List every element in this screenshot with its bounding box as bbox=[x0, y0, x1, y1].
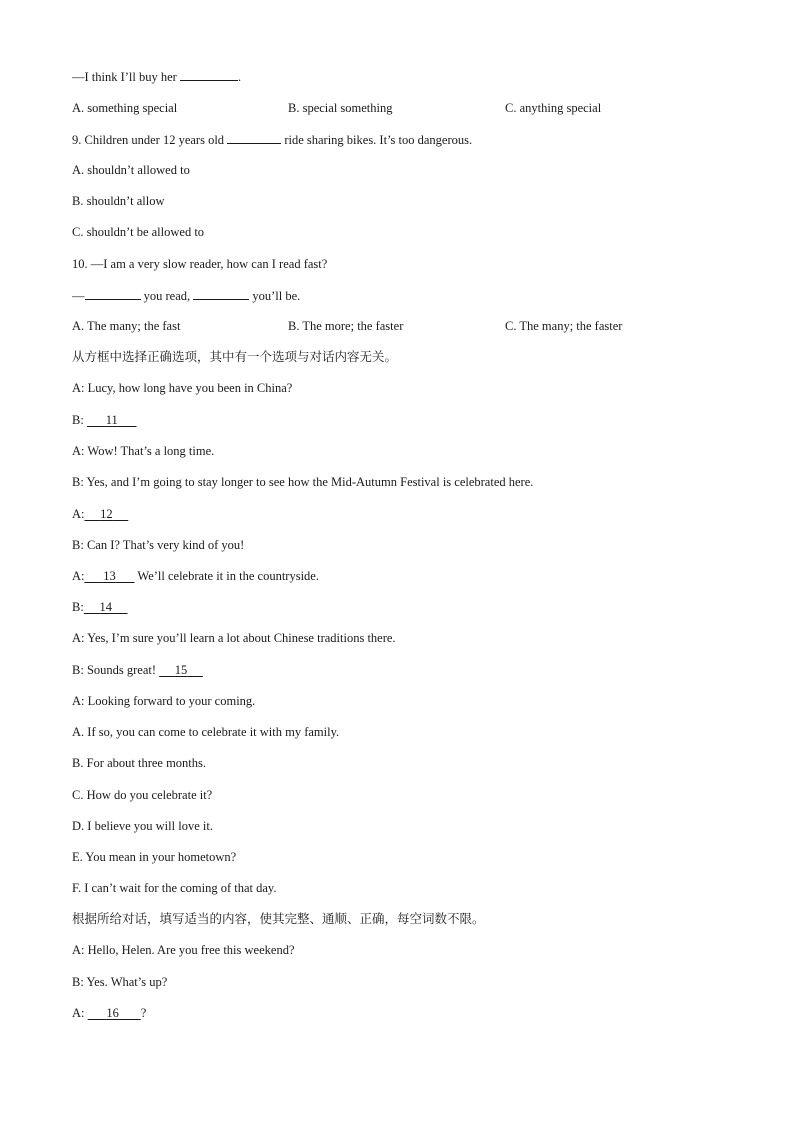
answer-blank-12[interactable] bbox=[85, 507, 129, 521]
blank-number: 15 bbox=[174, 663, 188, 677]
answer-blank-16[interactable] bbox=[88, 1006, 141, 1020]
choice-b[interactable]: B. For about three months. bbox=[72, 756, 207, 770]
q8-answer-line bbox=[72, 68, 241, 85]
fill-line bbox=[72, 1005, 146, 1021]
dialogue-line bbox=[72, 474, 533, 490]
answer-blank-14[interactable] bbox=[84, 600, 128, 614]
dialogue-line bbox=[72, 506, 128, 522]
dialogue-text: Can I? That’s very kind of you! bbox=[86, 538, 245, 552]
q10-stem: 10. —I am a very slow reader, how can I read fast? bbox=[72, 257, 328, 271]
choice-a[interactable]: A. If so, you can come to celebrate it with my family. bbox=[72, 725, 340, 739]
q8-blank[interactable] bbox=[180, 68, 238, 81]
fill-line bbox=[72, 974, 167, 990]
dialogue-line bbox=[72, 599, 128, 615]
speaker: B: bbox=[72, 538, 84, 552]
q9-option-b[interactable]: B. shouldn’t allow bbox=[72, 194, 165, 208]
speaker: A: bbox=[72, 444, 85, 458]
speaker: B: bbox=[72, 600, 84, 614]
q8-option-a[interactable]: A. something special bbox=[72, 101, 178, 115]
dialogue-text: Hello, Helen. Are you free this weekend? bbox=[87, 943, 295, 957]
q9-blank[interactable] bbox=[227, 131, 281, 144]
speaker: B: bbox=[72, 975, 84, 989]
dialogue-text: Sounds great! bbox=[86, 663, 157, 677]
q8-option-b[interactable]: B. special something bbox=[288, 101, 393, 115]
q10-answer-suffix: you’ll be. bbox=[252, 289, 301, 303]
q9-stem-suffix: ride sharing bikes. It’s too dangerous. bbox=[284, 133, 473, 147]
q9-stem-prefix: 9. Children under 12 years old bbox=[72, 133, 225, 147]
q9-option-a[interactable]: A. shouldn’t allowed to bbox=[72, 163, 190, 177]
q8-option-c[interactable]: C. anything special bbox=[505, 101, 602, 115]
q10-answer-mid: you read, bbox=[143, 289, 191, 303]
dialogue-line bbox=[72, 443, 214, 459]
speaker: A: bbox=[72, 1006, 85, 1020]
q10-dash: — bbox=[72, 289, 85, 303]
blank-number: 16 bbox=[106, 1006, 119, 1020]
answer-blank-13[interactable] bbox=[85, 569, 135, 583]
dialogue-text: Yes. What’s up? bbox=[86, 975, 168, 989]
dialogue-line bbox=[72, 693, 255, 709]
q9-option-c[interactable]: C. shouldn’t be allowed to bbox=[72, 225, 205, 239]
dialogue-text: Wow! That’s a long time. bbox=[87, 444, 215, 458]
dialogue-line bbox=[72, 630, 396, 646]
dialogue-text: Yes, and I’m going to stay longer to see how the Mid-Autumn Festival is celebrated here. bbox=[86, 475, 534, 489]
speaker: A: bbox=[72, 381, 85, 395]
dialogue-line bbox=[72, 412, 136, 428]
choice-c[interactable]: C. How do you celebrate it? bbox=[72, 788, 213, 802]
speaker: A: bbox=[72, 507, 85, 521]
fill-line bbox=[72, 942, 295, 958]
dialogue-text: Yes, I’m sure you’ll learn a lot about Chinese traditions there. bbox=[87, 631, 396, 645]
q9-stem bbox=[72, 131, 472, 148]
choice-f[interactable]: F. I can’t wait for the coming of that day. bbox=[72, 881, 277, 895]
question-mark: ? bbox=[140, 1006, 147, 1020]
speaker: B: bbox=[72, 663, 84, 677]
dialogue-instruction: 从方框中选择正确选项，其中有一个选项与对话内容无关。 bbox=[72, 349, 398, 364]
dialogue-text: Looking forward to your coming. bbox=[87, 694, 256, 708]
dialogue-line bbox=[72, 568, 319, 584]
answer-blank-15[interactable] bbox=[159, 663, 203, 677]
q8-answer-suffix: . bbox=[237, 70, 242, 84]
speaker: A: bbox=[72, 569, 85, 583]
speaker: A: bbox=[72, 631, 85, 645]
q8-answer-text: —I think I’ll buy her bbox=[72, 70, 177, 84]
blank-number: 12 bbox=[100, 507, 113, 521]
dialogue-line bbox=[72, 537, 244, 553]
dialogue-text: Lucy, how long have you been in China? bbox=[87, 381, 293, 395]
speaker: B: bbox=[72, 475, 84, 489]
q10-answer-line bbox=[72, 287, 300, 304]
blank-number: 11 bbox=[105, 413, 118, 427]
q10-option-a[interactable]: A. The many; the fast bbox=[72, 319, 181, 333]
q10-option-b[interactable]: B. The more; the faster bbox=[288, 319, 404, 333]
choice-e[interactable]: E. You mean in your hometown? bbox=[72, 850, 237, 864]
blank-number: 13 bbox=[103, 569, 116, 583]
blank-number: 14 bbox=[99, 600, 112, 614]
answer-blank-11[interactable] bbox=[87, 413, 137, 427]
speaker: A: bbox=[72, 694, 85, 708]
speaker: A: bbox=[72, 943, 85, 957]
dialogue-line bbox=[72, 662, 203, 678]
q10-blank-1[interactable] bbox=[85, 287, 141, 300]
dialogue-text: We’ll celebrate it in the countryside. bbox=[137, 569, 319, 583]
q10-option-c[interactable]: C. The many; the faster bbox=[505, 319, 623, 333]
dialogue-line bbox=[72, 380, 292, 396]
fill-instruction: 根据所给对话，填写适当的内容，使其完整、通顺、正确，每空词数不限。 bbox=[72, 911, 485, 926]
q10-blank-2[interactable] bbox=[193, 287, 249, 300]
choice-d[interactable]: D. I believe you will love it. bbox=[72, 819, 213, 833]
speaker: B: bbox=[72, 413, 84, 427]
